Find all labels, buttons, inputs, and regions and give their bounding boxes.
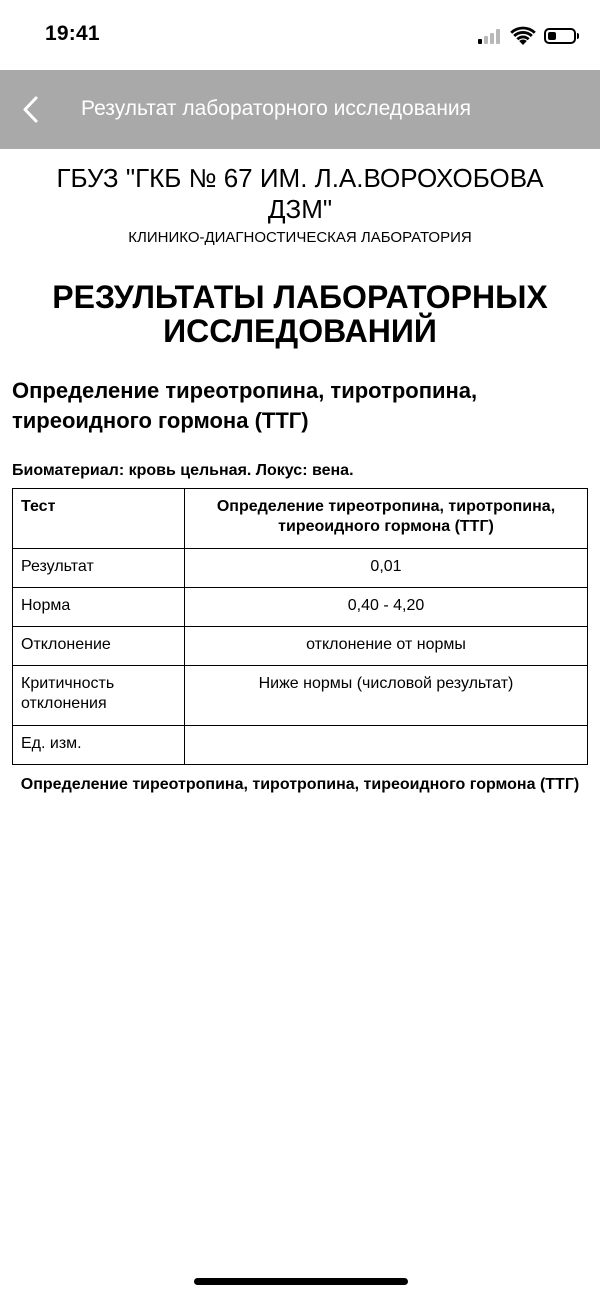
nav-bar	[0, 70, 600, 149]
table-row	[13, 666, 588, 726]
row-value: 0,40 - 4,20	[185, 588, 588, 627]
header-label-cell: Тест	[13, 489, 185, 549]
organization-name: ГБУЗ "ГКБ № 67 ИМ. Л.А.ВОРОХОБОВА ДЗМ"	[56, 163, 544, 224]
laboratory-name: КЛИНИКО-ДИАГНОСТИЧЕСКАЯ ЛАБОРАТОРИЯ	[128, 229, 472, 246]
status-bar	[0, 0, 600, 70]
row-label: Ед. изм.	[13, 726, 185, 765]
home-indicator[interactable]	[194, 1278, 408, 1285]
row-value	[185, 726, 588, 765]
back-button[interactable]	[14, 88, 50, 132]
table-row	[13, 588, 588, 627]
row-label: Результат	[13, 549, 185, 588]
status-icons	[478, 24, 576, 48]
cellular-signal-icon	[478, 28, 502, 44]
table-header-row	[13, 489, 588, 549]
test-title: Определение тиреотропина, тиротропина, тиреоидного гормона (ТТГ)	[12, 378, 478, 433]
table-row	[13, 627, 588, 666]
row-value: отклонение от нормы	[185, 627, 588, 666]
row-label: Критичность отклонения	[13, 666, 185, 726]
table-row	[13, 726, 588, 765]
results-table	[12, 488, 588, 765]
lab-result-document	[0, 149, 600, 796]
battery-icon	[544, 28, 576, 44]
footer-test-name: Определение тиреотропина, тиротропина, тиреоидного гормона (ТТГ)	[20, 776, 580, 793]
biomaterial-info: Биоматериал: кровь цельная. Локус: вена.	[12, 462, 354, 479]
row-label: Норма	[13, 588, 185, 627]
wifi-icon	[510, 26, 536, 46]
table-row	[13, 549, 588, 588]
row-value: 0,01	[185, 549, 588, 588]
nav-title: Результат лабораторного исследования	[81, 97, 472, 120]
row-value: Ниже нормы (числовой результат)	[185, 666, 588, 726]
header-value-cell: Определение тиреотропина, тиротропина, тиреоидного гормона (ТТГ)	[185, 489, 588, 549]
row-label: Отклонение	[13, 627, 185, 666]
document-title: РЕЗУЛЬТАТЫ ЛАБОРАТОРНЫХ ИССЛЕДОВАНИЙ	[52, 279, 548, 349]
chevron-left-icon	[14, 88, 50, 132]
status-time: 19:41	[45, 22, 100, 45]
